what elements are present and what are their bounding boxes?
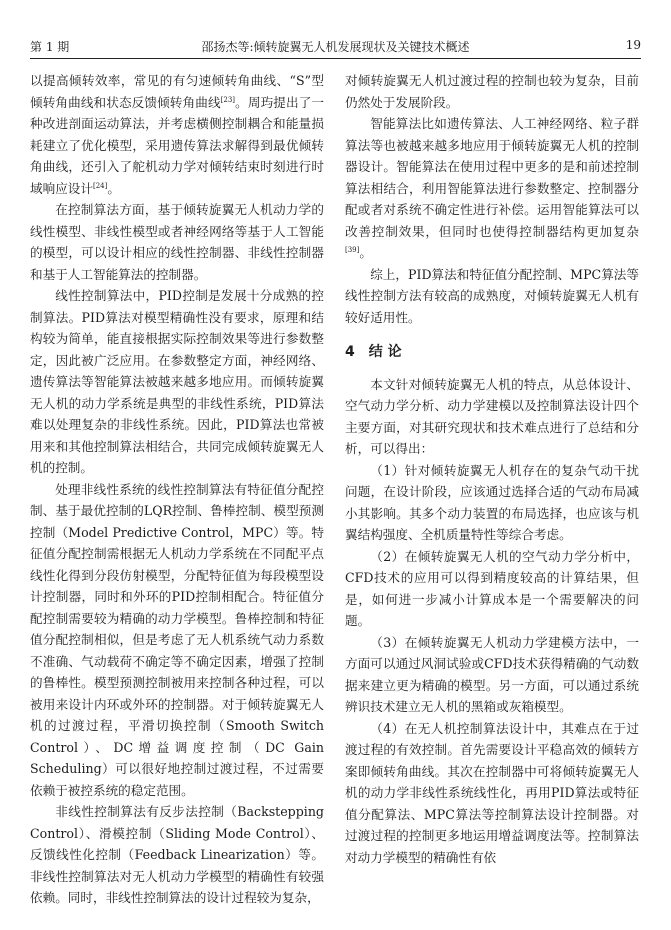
citation: [24]: [92, 181, 108, 190]
header-rule: [30, 58, 641, 59]
page-number: 19: [625, 38, 641, 52]
running-header: [30, 38, 641, 58]
right-column: [345, 70, 639, 868]
citation: [23]: [220, 95, 236, 104]
running-title: 邵扬杰等:倾转旋翼无人机发展现状及关键技术概述: [201, 40, 470, 54]
paragraph-nonlinear-control: 非线性控制算法有反步法控制（Backstepping Control）、滑模控制（Sliding Mode Control）、反馈线性化控制（Feedback Linearization）等。非线性控制算法对无人机动力学模型的精确性有较强依赖。同时，非线性控制算法的设计过程较为复杂，: [30, 804, 324, 905]
issue-label: 第 1 期: [30, 40, 70, 54]
paragraph-summary: 综上，PID算法和特征值分配控制、MPC算法等线性控制方法有较高的成熟度，对倾转旋翼无人机有较好适用性。: [345, 266, 639, 325]
paragraph-conclusion-intro: 本文针对倾转旋翼无人机的特点，从总体设计、空气动力学分析、动力学建模以及控制算法设计四个主要方面，对其研究现状和技术难点进行了总结和分析，可以得出：: [345, 376, 639, 456]
paragraph-continuation: 对倾转旋翼无人机过渡过程的控制也较为复杂，目前仍然处于发展阶段。: [345, 73, 639, 110]
section-number: 4: [345, 344, 355, 360]
conclusion-point: （3）在倾转旋翼无人机动力学建模方法中，一方面可以通过风洞试验或CFD技术获得精确的气动数据来建立更为精确的模型。另一方面，可以通过系统辨识技术建立无人机的黑箱或灰箱模型。: [345, 634, 639, 714]
citation: [39]: [345, 245, 360, 254]
paragraph-tilt-curves: 以提高倾转效率，常见的有匀速倾转角曲线、“S”型倾转角曲线和状态反馈倾转角曲线[23]。周玙提出了一种改进剖面运动算法，并考虑横侧控制耦合和能量损耗建立了优化模型，采用遗传算法求解得到最优倾转角曲线，还引入了舵机动力学对倾转结束时刻进行时域响应设计[24]。: [30, 73, 325, 196]
conclusion-point: （4）在无人机控制算法设计中，其难点在于过渡过程的有效控制。首先需要设计平稳高效的倾转方案即倾转角曲线。其次在控制器中可将倾转旋翼无人机的动力学非线性系统线性化，再用PID算法或特征值分配算法、MPC算法等控制算法设计控制器。对过渡过程的控制更多地运用增益调度法等。控制算法对动力学模型的精确性有依: [345, 720, 639, 865]
conclusion-point: （2）在倾转旋翼无人机的空气动力学分析中，CFD技术的应用可以得到精度较高的计算结果，但是，如何进一步减小计算成本是一个需要解决的问题。: [345, 548, 639, 628]
section-title: 结 论: [368, 344, 402, 360]
conclusion-point: （1）针对倾转旋翼无人机存在的复杂气动干扰问题，在设计阶段，应该通过选择合适的气动布局减小其影响。其多个动力装置的布局选择，也应该与机翼结构强度、全机质量特性等综合考虑。: [345, 462, 639, 542]
paragraph-pid: 线性控制算法中，PID控制是发展十分成熟的控制算法。PID算法对模型精确性没有要求，原理和结构较为简单，能直接根据实际控制效果等进行参数整定，因此被广泛应用。在参数整定方面，神经网络、遗传算法等智能算法被越来越多地应用。而倾转旋翼无人机的动力学系统是典型的非线性系统，PID算法难以处理复杂的非线性系统。因此，PID算法也常被用来和其他控制算法相结合，共同完成倾转旋翼无人机的控制。: [30, 288, 324, 475]
paragraph-control-algorithms: 在控制算法方面，基于倾转旋翼无人机动力学的线性模型、非线性模型或者神经网络等基于人工智能的模型，可以设计相应的线性控制器、非线性控制器和基于人工智能算法的控制器。: [30, 202, 324, 282]
paragraph-linear-control: 处理非线性系统的线性控制算法有特征值分配控制、基于最优控制的LQR控制、鲁棒控制、模型预测控制（Model Predictive Control，MPC）等。特征值分配控制需根据无人机动力学系统在不同配平点线性化得到分段仿射模型，分配特征值为每段模型设计控制器，同时和外环的PID控制相配合。特征值分配控制需要较为精确的动力学模型。鲁棒控制和特征值分配控制相似，但是考虑了无人机系统气动力系数不准确、气动载荷不确定等不确定因素，增强了控制的鲁棒性。模型预测控制被用来控制各种过程，可以被用来设计内环或外环的控制器。对于倾转旋翼无人机的过渡过程，平滑切换控制（Smooth Switch Control）、DC增益调度控制（DC Gain Scheduling）可以很好地控制过渡过程，不过需要依赖于被控系统的稳定范围。: [30, 481, 324, 798]
left-column: [30, 70, 324, 909]
section-heading: [345, 342, 639, 364]
paragraph-intelligent-algorithms: 智能算法比如遗传算法、人工神经网络、粒子群算法等也被越来越多地应用于倾转旋翼无人机的控制器设计。智能算法在使用过程中更多的是和前述控制算法相结合，利用智能算法进行参数整定、控制器分配或者对系统不确定性进行补偿。运用智能算法可以改善控制效果，但同时也使得控制器结构更加复杂[39]。: [345, 116, 639, 260]
